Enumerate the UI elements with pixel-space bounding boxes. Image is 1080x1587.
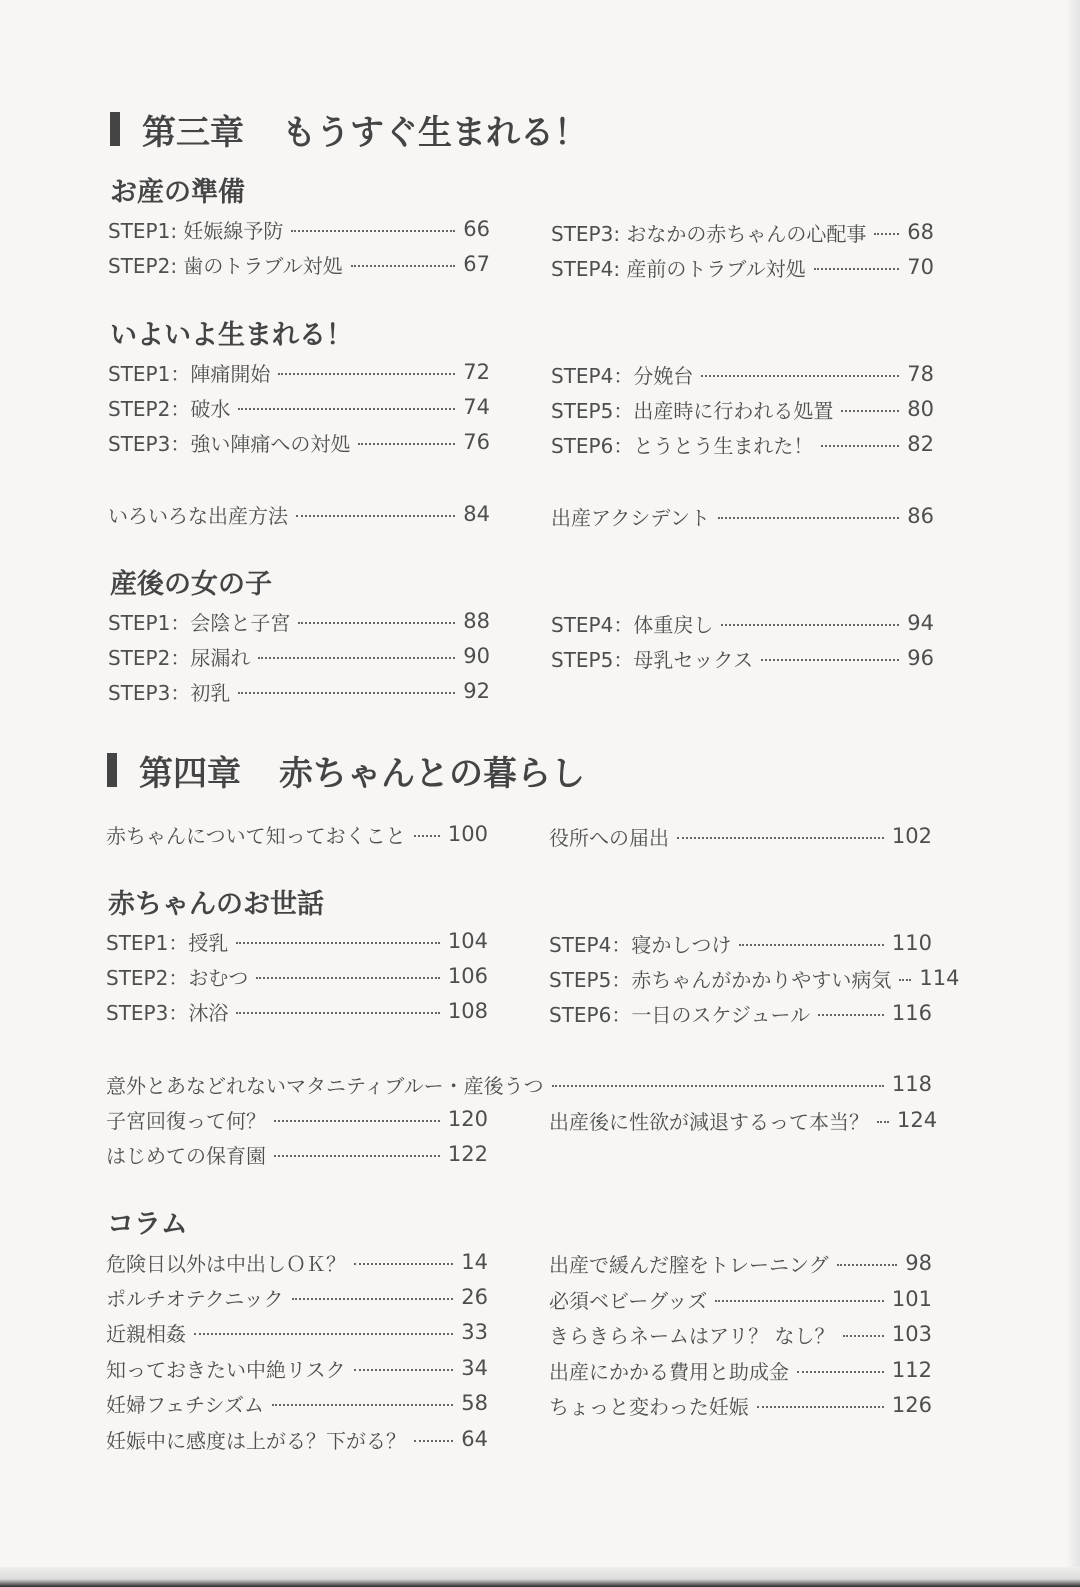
entry-page-number: 88 xyxy=(463,609,490,633)
leader-dots xyxy=(821,445,899,447)
toc-entry[interactable] xyxy=(549,1285,932,1313)
leader-dots xyxy=(351,265,456,267)
toc-entry[interactable] xyxy=(551,395,934,423)
entry-page-number: 94 xyxy=(907,611,934,635)
entry-page-number: 34 xyxy=(461,1356,488,1380)
entry-label: STEP4：体重戻し xyxy=(551,612,714,637)
entry-label: STEP2：おむつ xyxy=(106,965,249,990)
entry-page-number: 92 xyxy=(463,679,490,703)
toc-entry[interactable] xyxy=(106,1140,488,1168)
entry-label: 出産にかかる費用と助成金 xyxy=(549,1359,789,1384)
entry-page-number: 67 xyxy=(463,252,490,276)
entry-page-number: 106 xyxy=(447,964,488,988)
leader-dots xyxy=(274,1120,440,1122)
entry-page-number: 84 xyxy=(463,502,490,526)
leader-dots xyxy=(841,410,899,412)
entry-label: はじめての保育園 xyxy=(106,1143,266,1168)
toc-entry[interactable] xyxy=(549,822,932,850)
toc-entry[interactable] xyxy=(551,360,934,388)
leader-dots xyxy=(236,942,440,944)
toc-entry[interactable] xyxy=(108,215,490,243)
entry-label: STEP4：分娩台 xyxy=(551,363,694,388)
toc-entry[interactable] xyxy=(549,1391,932,1419)
entry-label: STEP5：母乳セックス xyxy=(551,647,754,672)
entry-page-number: 68 xyxy=(907,220,934,244)
entry-label: 妊娠中に感度は上がる？下がる？ xyxy=(106,1428,406,1453)
toc-entry[interactable] xyxy=(549,929,932,957)
entry-label: 妊婦フェチシズム xyxy=(106,1392,264,1417)
entry-page-number: 26 xyxy=(461,1285,488,1309)
leader-dots xyxy=(843,1335,884,1337)
section-heading-birth: いよいよ生まれる！ xyxy=(110,320,353,351)
leader-dots xyxy=(757,1406,884,1408)
leader-dots xyxy=(291,230,455,232)
entry-page-number: 120 xyxy=(447,1107,488,1131)
entry-label: STEP2：破水 xyxy=(108,396,231,421)
entry-label: STEP4：寝かしつけ xyxy=(549,932,732,957)
toc-entry[interactable] xyxy=(108,500,490,528)
entry-page-number: 108 xyxy=(447,999,488,1023)
leader-dots xyxy=(258,657,455,659)
toc-entry[interactable] xyxy=(106,997,488,1025)
leader-dots xyxy=(414,1440,453,1442)
leader-dots xyxy=(677,837,884,839)
entry-label: STEP2：尿漏れ xyxy=(108,645,251,670)
entry-page-number: 100 xyxy=(447,822,488,846)
leader-dots xyxy=(238,692,455,694)
entry-label: STEP1：授乳 xyxy=(106,930,229,955)
entry-label: 必須ベビーグッズ xyxy=(549,1288,708,1313)
entry-page-number: 114 xyxy=(919,966,960,990)
leader-dots xyxy=(292,1298,454,1300)
heading-bar-icon xyxy=(110,112,120,146)
leader-dots xyxy=(552,1085,884,1087)
entry-label: 出産後に性欲が減退するって本当？ xyxy=(549,1109,869,1134)
entry-label: 子宮回復って何？ xyxy=(106,1108,266,1133)
leader-dots xyxy=(837,1264,898,1266)
leader-dots xyxy=(354,1369,454,1371)
toc-entry[interactable] xyxy=(549,1106,938,1134)
toc-entry[interactable] xyxy=(106,927,488,955)
toc-entry[interactable] xyxy=(549,999,932,1027)
toc-entry[interactable] xyxy=(106,1105,488,1133)
leader-dots xyxy=(715,1300,884,1302)
toc-entry[interactable] xyxy=(106,1248,488,1276)
leader-dots xyxy=(278,373,455,375)
entry-page-number: 80 xyxy=(907,397,934,421)
entry-page-number: 66 xyxy=(463,217,490,241)
leader-dots xyxy=(761,659,899,661)
leader-dots xyxy=(414,835,440,837)
leader-dots xyxy=(354,1263,453,1265)
toc-entry[interactable] xyxy=(108,250,490,278)
entry-label: STEP3：沐浴 xyxy=(106,1000,229,1025)
leader-dots xyxy=(877,1121,889,1123)
entry-label: 知っておきたい中絶リスク xyxy=(106,1357,346,1382)
leader-dots xyxy=(797,1371,884,1373)
section-heading-column: コラム xyxy=(107,1209,188,1240)
leader-dots xyxy=(298,622,455,624)
entry-page-number: 72 xyxy=(463,360,490,384)
chapter-title: 赤ちゃんとの暮らし xyxy=(279,753,585,794)
entry-label: 役所への届出 xyxy=(549,825,669,850)
entry-label: STEP6：一日のスケジュール xyxy=(549,1002,811,1027)
entry-page-number: 116 xyxy=(891,1001,932,1025)
entry-page-number: 82 xyxy=(907,432,934,456)
chapter-4-heading xyxy=(107,745,585,795)
toc-entry[interactable] xyxy=(106,1354,488,1382)
leader-dots xyxy=(358,443,455,445)
chapter-number: 第四章 xyxy=(139,753,241,794)
toc-entry[interactable] xyxy=(551,502,934,530)
chapter-3-heading xyxy=(110,104,588,154)
entry-page-number: 86 xyxy=(907,504,934,528)
toc-entry[interactable] xyxy=(549,964,960,992)
chapter-number: 第三章 xyxy=(142,112,244,153)
page-bottom-edge xyxy=(0,1567,1080,1587)
entry-page-number: 98 xyxy=(905,1251,932,1275)
entry-page-number: 103 xyxy=(891,1322,932,1346)
section-heading-prep: お産の準備 xyxy=(110,177,245,208)
leader-dots xyxy=(701,375,899,377)
entry-page-number: 90 xyxy=(463,644,490,668)
entry-label: STEP3：強い陣痛への対処 xyxy=(108,431,351,456)
toc-entry[interactable] xyxy=(106,820,488,848)
entry-label: 出産アクシデント xyxy=(551,505,710,530)
leader-dots xyxy=(236,1012,440,1014)
toc-entry[interactable] xyxy=(106,962,488,990)
page-edge-shadow xyxy=(1066,0,1080,1587)
toc-entry[interactable] xyxy=(551,430,934,458)
entry-label: 出産で緩んだ膣をトレーニング xyxy=(549,1252,829,1277)
entry-page-number: 96 xyxy=(907,646,934,670)
toc-entry[interactable] xyxy=(108,393,490,421)
entry-page-number: 78 xyxy=(907,362,934,386)
entry-label: STEP1: 妊娠線予防 xyxy=(108,218,284,243)
entry-page-number: 118 xyxy=(891,1072,932,1096)
leader-dots xyxy=(721,624,899,626)
toc-entry[interactable] xyxy=(551,253,934,281)
entry-label: 意外とあなどれないマタニティブルー・産後うつ xyxy=(106,1073,544,1098)
toc-entry[interactable] xyxy=(549,1356,932,1384)
leader-dots xyxy=(272,1404,453,1406)
entry-label: 危険日以外は中出しＯＫ？ xyxy=(106,1251,346,1276)
leader-dots xyxy=(818,1014,884,1016)
section-heading-care: 赤ちゃんのお世話 xyxy=(108,889,324,920)
entry-label: きらきらネームはアリ？ なし？ xyxy=(549,1323,835,1348)
toc-entry[interactable] xyxy=(108,358,490,386)
leader-dots xyxy=(256,977,440,979)
entry-page-number: 124 xyxy=(897,1108,938,1132)
entry-label: ポルチオテクニック xyxy=(106,1286,284,1311)
leader-dots xyxy=(194,1333,453,1335)
entry-label: 近親相姦 xyxy=(106,1321,186,1346)
leader-dots xyxy=(739,944,884,946)
toc-entry[interactable] xyxy=(106,1389,488,1417)
entry-label: STEP5：赤ちゃんがかかりやすい病気 xyxy=(549,967,892,992)
toc-entry[interactable] xyxy=(108,428,490,456)
leader-dots xyxy=(814,268,900,270)
entry-page-number: 104 xyxy=(447,929,488,953)
heading-bar-icon xyxy=(107,753,117,787)
chapter-title: もうすぐ生まれる！ xyxy=(282,112,588,153)
entry-page-number: 74 xyxy=(463,395,490,419)
entry-label: STEP3：初乳 xyxy=(108,680,231,705)
entry-label: STEP5：出産時に行われる処置 xyxy=(551,398,834,423)
leader-dots xyxy=(238,408,455,410)
leader-dots xyxy=(874,233,899,235)
entry-page-number: 122 xyxy=(447,1142,488,1166)
entry-page-number: 58 xyxy=(461,1391,488,1415)
entry-page-number: 110 xyxy=(891,931,932,955)
toc-entry[interactable] xyxy=(551,218,934,246)
entry-page-number: 70 xyxy=(907,255,934,279)
entry-label: ちょっと変わった妊娠 xyxy=(549,1394,749,1419)
leader-dots xyxy=(274,1155,440,1157)
toc-entry[interactable] xyxy=(108,677,490,705)
leader-dots xyxy=(899,979,911,981)
entry-label: STEP4: 産前のトラブル対処 xyxy=(551,256,806,281)
entry-label: STEP1：陣痛開始 xyxy=(108,361,271,386)
leader-dots xyxy=(296,515,455,517)
entry-page-number: 126 xyxy=(891,1393,932,1417)
entry-label: STEP2: 歯のトラブル対処 xyxy=(108,253,343,278)
entry-page-number: 33 xyxy=(461,1320,488,1344)
entry-page-number: 102 xyxy=(891,824,932,848)
toc-entry[interactable] xyxy=(106,1070,932,1098)
entry-page-number: 76 xyxy=(463,430,490,454)
toc-entry[interactable] xyxy=(549,1249,932,1277)
entry-page-number: 64 xyxy=(461,1427,488,1451)
entry-page-number: 101 xyxy=(891,1287,932,1311)
section-heading-postpartum: 産後の女の子 xyxy=(110,569,272,600)
entry-page-number: 112 xyxy=(891,1358,932,1382)
entry-page-number: 14 xyxy=(461,1250,488,1274)
toc-entry[interactable] xyxy=(106,1318,488,1346)
toc-entry[interactable] xyxy=(549,1320,932,1348)
toc-entry[interactable] xyxy=(108,607,490,635)
entry-label: いろいろな出産方法 xyxy=(108,503,288,528)
entry-label: STEP6：とうとう生まれた！ xyxy=(551,433,814,458)
toc-entry[interactable] xyxy=(106,1425,488,1453)
entry-label: STEP1：会陰と子宮 xyxy=(108,610,291,635)
toc-entry[interactable] xyxy=(551,609,934,637)
entry-label: 赤ちゃんについて知っておくこと xyxy=(106,823,406,848)
entry-label: STEP3: おなかの赤ちゃんの心配事 xyxy=(551,221,867,246)
toc-entry[interactable] xyxy=(106,1283,488,1311)
toc-entry[interactable] xyxy=(108,642,490,670)
toc-entry[interactable] xyxy=(551,644,934,672)
leader-dots xyxy=(718,517,899,519)
